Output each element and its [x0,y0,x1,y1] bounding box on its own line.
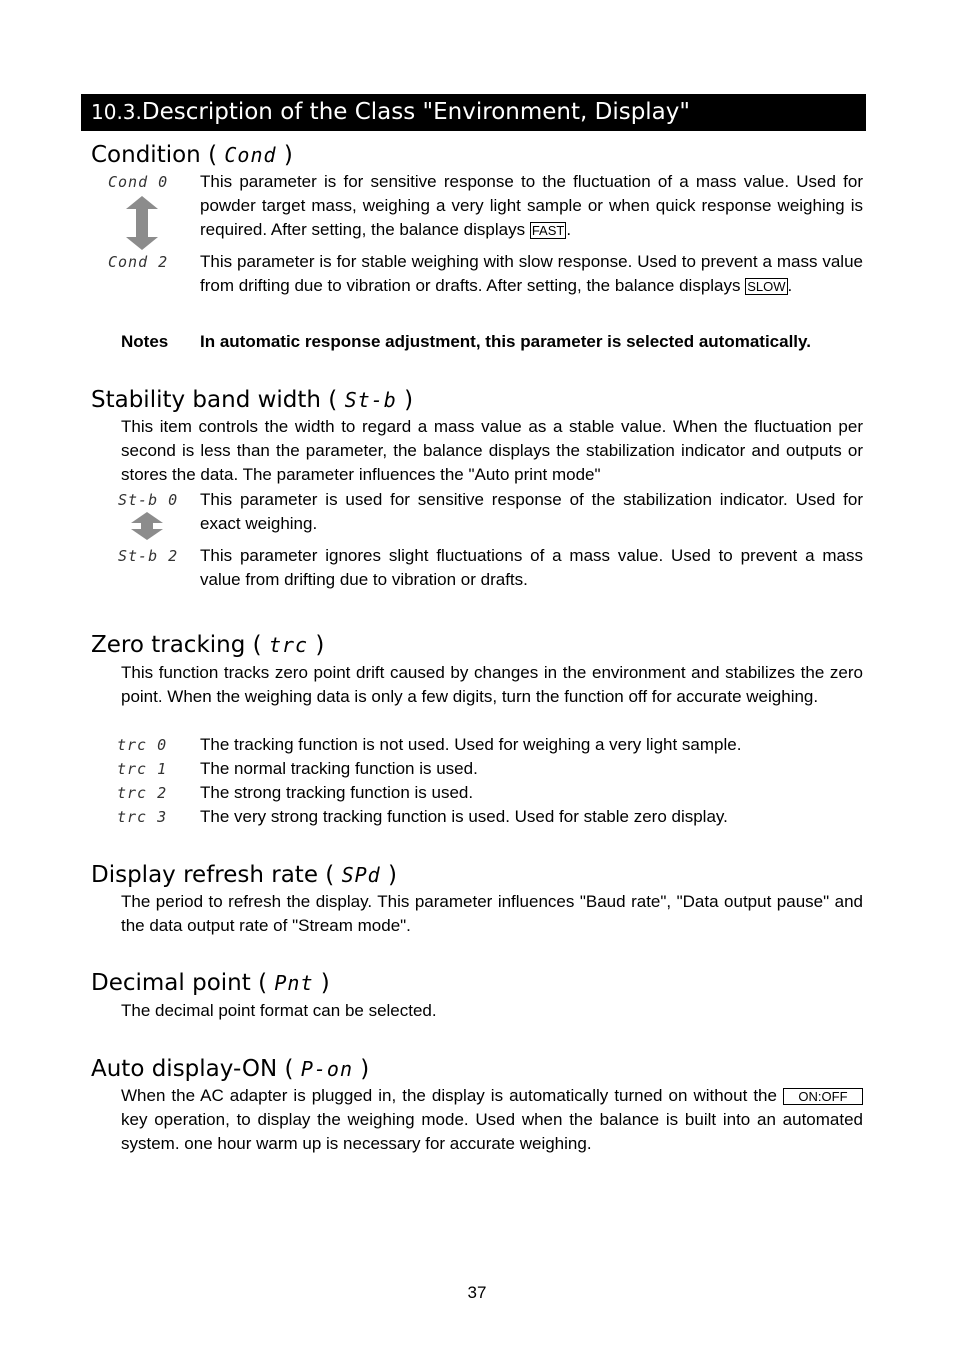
refresh-rate-heading: Display refresh rate ( SPd ) [91,862,397,888]
stability-intro: This item controls the width to regard a mass value as a stable value. When the fluctuation per second is less than the parameter, the balance displays the stabilization indicator and outputs or stores the data. The parameter influences the "Auto print mode" [121,417,863,484]
notes-label: Notes [121,332,169,351]
double-arrow-small-icon [131,512,163,540]
cond-2-code: Cond 2 [108,253,169,271]
stb-0-description: This parameter is used for sensitive response of the stabilization indicator. Used for exact weighing. [200,490,863,533]
stability-heading: Stability band width ( St-b ) [91,387,414,413]
trc-0-description: The tracking function is not used. Used for weighing a very light sample. [200,735,742,754]
stb-2-code: St-b 2 [118,547,179,565]
section-banner [81,94,866,131]
decimal-point-heading: Decimal point ( Pnt ) [91,970,330,996]
trc-0-code: trc 0 [117,736,168,754]
notes-text: In automatic response adjustment, this parameter is selected automatically. [200,332,811,351]
zero-tracking-intro: This function tracks zero point drift caused by changes in the environment and stabilizes the zero point. When the weighing data is only a few digits, turn the function off for accurate weighing. [121,663,863,706]
on-off-key: ON:OFF [783,1088,863,1105]
section-title: 10.3.Description of the Class "Environment, Display" [91,99,690,125]
trc-2-code: trc 2 [117,784,168,802]
trc-2-description: The strong tracking function is used. [200,783,474,802]
decimal-point-description: The decimal point format can be selected. [121,1001,437,1020]
trc-1-code: trc 1 [117,760,168,778]
cond-0-code: Cond 0 [108,173,169,191]
refresh-rate-description: The period to refresh the display. This parameter influences "Baud rate", "Data output pause" and the data output rate of "Stream mode". [121,892,863,935]
auto-display-on-description: When the AC adapter is plugged in, the display is automatically turned on without the ON:OFF key operation, to display the weighing mode. Used when the balance is built into an automated system. one hour warm up is necessary for accurate weighing. [121,1086,863,1153]
cond-2-description: This parameter is for stable weighing with slow response. Used to prevent a mass value from drifting due to vibration or drafts. After setting, the balance displays SLOW . [200,252,863,295]
zero-tracking-heading: Zero tracking ( trc ) [91,632,325,658]
page-number: 37 [467,1283,487,1302]
auto-display-on-heading: Auto display-ON ( P-on ) [91,1056,370,1082]
trc-3-description: The very strong tracking function is used. Used for stable zero display. [200,807,728,826]
slow-indicator: SLOW [747,279,786,294]
double-arrow-icon [126,196,158,250]
condition-heading: Condition ( Cond ) [91,142,293,168]
cond-0-description: This parameter is for sensitive response to the fluctuation of a mass value. Used for powder target mass, weighing a very light sample or when quick response weighing is required. After setting, the balance displays FAST . [200,172,863,239]
stb-2-description: This parameter ignores slight fluctuations of a mass value. Used to prevent a mass value from drifting due to vibration or drafts. [200,546,863,589]
trc-3-code: trc 3 [117,808,168,826]
trc-1-description: The normal tracking function is used. [200,759,478,778]
stb-0-code: St-b 0 [118,491,179,509]
fast-indicator: FAST [531,223,565,238]
